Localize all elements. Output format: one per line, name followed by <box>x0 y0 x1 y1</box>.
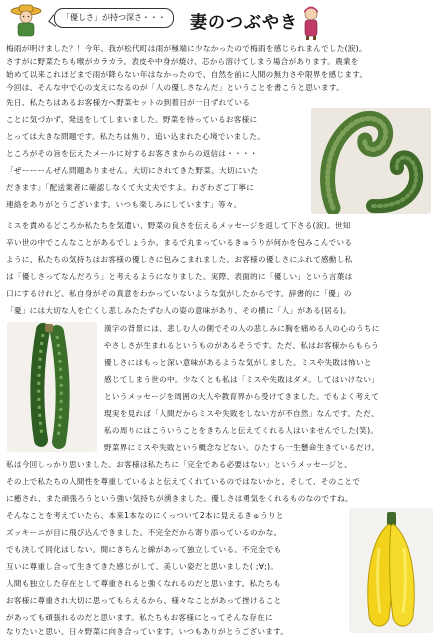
body-line: 互いに尊重し合って生きてきた感じがして、美しい姿だと思いました( ;∀;)。 <box>6 562 279 571</box>
body-line: 優しさにはもっと深い意味があるような気がしました。ミスや失敗は怖いと <box>104 358 372 367</box>
body-line: 先日、私たちはあるお客様方へ野菜セットの到着日が一日ずれている <box>6 98 251 107</box>
body-line: 現実を見れば「人間だからミスや失敗をしない方が不自然」なんです。ただ、 <box>104 409 379 418</box>
twin-cucumber-photo <box>7 322 97 452</box>
body-line: お客様に尊重され大切に思ってもらえるから、様々なことがあって挫けること <box>6 596 282 605</box>
body-line: なりたいと思い、日々野菜に向き合っています。いつもありがとうございます。 <box>6 627 289 636</box>
body-line: ことに気づかず、発送をしてしまいました。野菜を待っているお客様に <box>6 115 258 124</box>
body-line: でも決して同化はしない。間にきちんと線があって独立している。不完全でも <box>6 545 282 554</box>
body-line: ミスを責めるどころか私たちを気遣い、野菜の良さを伝えるメッセージを返して下さる(涙)。世知 <box>6 221 351 230</box>
body-line: は「優しさってなんだろう」と考えるようになりました。実際、表面的に「優しい」という言葉は <box>6 272 353 281</box>
body-line: 梅雨が明けました？！今年、我が松代町は雨が極端に少なかったので梅雨を感じられまんでした(涙)。 <box>6 44 367 53</box>
body-line: 野菜界にミスや失敗という概念などない。ひたすら一生懸命生きているだけ。 <box>104 443 380 452</box>
bubble-text: 「優しさ」が持つ深さ・・・ <box>62 13 166 22</box>
body-line: さすがに野菜たちも喉がカラカラ。表皮や中身が焼け、芯から溶けてしまう場合があります。農業を <box>6 57 359 66</box>
body-line: というメッセージを周囲の大人や教育界から受けてきました。でもよく考えて <box>104 392 380 401</box>
body-line: 辛い世の中でこんなことがあるでしょうか。まるで丸まっているきゅうりが何かを包みこんでいる <box>6 238 353 247</box>
page-title: 妻のつぶやき <box>190 13 298 33</box>
curled-cucumber-photo <box>311 108 431 214</box>
body-line: だきます」「配送業者に確認しなくて大丈夫ですよ。わざわざご丁寧に <box>6 183 255 192</box>
twin-zucchini-photo <box>349 508 433 633</box>
farmer-man-illustration <box>8 2 44 38</box>
body-line: 感じてしまう世の中。少なくとも私は「ミスや失敗はダメ。してはいけない」 <box>104 375 380 384</box>
body-line: 私は今回しっかり思いました。お客様は私たちに「完全である必要はない」というメッセージと、 <box>6 460 352 469</box>
body-line: 今回は、そんな中で心の支えになるのが「人の優しさなんだ」ということを書こうと思います。 <box>6 83 344 92</box>
body-line: やさしさが生まれるというものがあるそうです。ただ、私はお客様からもらう <box>104 341 379 350</box>
body-line: とっては大きな問題です。私たちは焦り、追い込まれた心境でいました。 <box>6 132 266 141</box>
body-line: 「憂」には大切な人を亡くし悲しみたたずむ人の姿の意味があり、その横に「人」がある(居る)。 <box>6 306 352 315</box>
body-line: ところがその旨を伝えたメールに対するお客さまからの返信は・・・・ <box>6 149 258 158</box>
body-line: 連絡をありがとうございます。いつも楽しみにしています」等々。 <box>6 200 242 209</box>
body-line: 始めて以来これほどまで雨が降らない年はなかったので、自然を前に人間の無力さや限界を感じます。 <box>6 70 368 79</box>
body-line: ズッキーニが目に飛び込んできました。不完全だから寄り添っているのかな。 <box>6 528 282 537</box>
body-line: に癒され、また頑張ろうという強い気持ちが湧きました。優しさは勇気をくれるものなのですね。 <box>6 494 353 503</box>
body-line: 漢字の背景には、悲しむ人の側でその人の悲しみに胸を痛める人の心のうちに <box>104 324 380 333</box>
body-line: があっても頑張れるのだと思います。私たちもお客様にとってそんな存在に <box>6 613 273 622</box>
body-line: 口にするけれど、私自身がその真意をわかっていないような気がしたからです。辞書的に「優」の <box>6 289 352 298</box>
body-line: 人間も独立した存在として尊重されると強くなれるのだと思います。私たちも <box>6 579 281 588</box>
body-line: 私の周りにはこういうことをきちんと伝えてくれる人はいませんでした(笑)。 <box>104 426 379 435</box>
body-line: その上で私たちの人間性を尊重しているよと伝えてくれているのではないかと。そして、そのことで <box>6 477 361 486</box>
body-line: ように、私たちの気持ちはお客様の優しさに包みこまれました。お客様の優しさにふれて感動し私 <box>6 255 353 264</box>
speech-bubble <box>54 8 174 28</box>
farmer-woman-illustration <box>298 6 324 40</box>
body-line: 「ぜーーーんぜん問題ありません。大切にされてきた野菜、大切にいた <box>6 166 259 175</box>
body-line: そんなことを考えていたら、本来1本なのにくっついて2本に見えるきゅうりと <box>6 511 284 520</box>
